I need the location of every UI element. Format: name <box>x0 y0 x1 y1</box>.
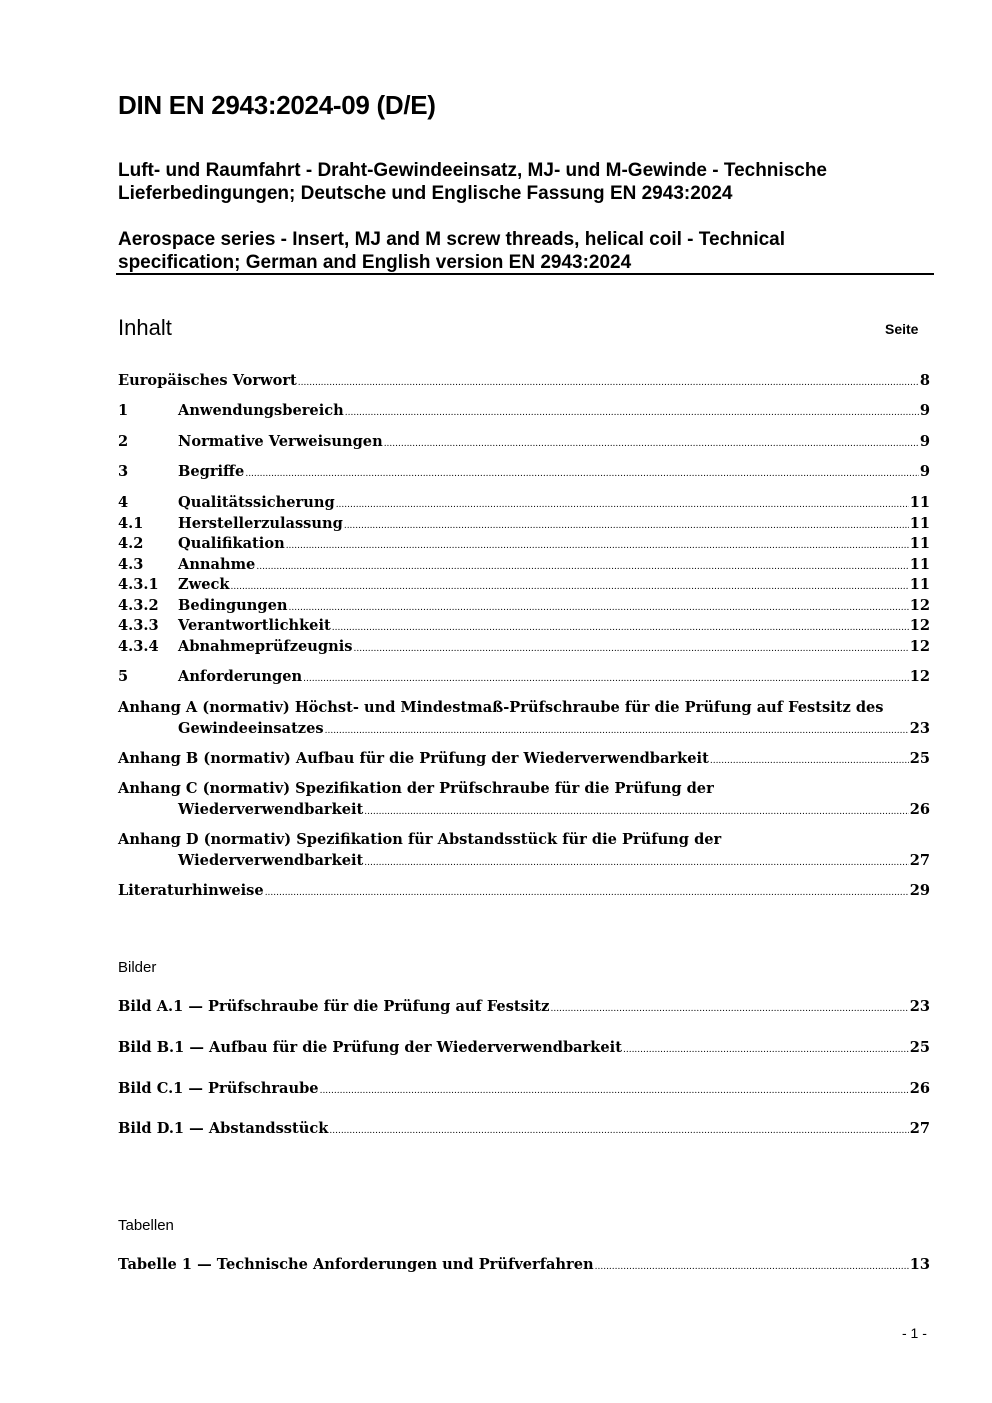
title-english: Aerospace series - Insert, MJ and M screw threads, helical coil - Technical specification; German and English version EN 2943:2024 <box>118 229 786 273</box>
toc-entry-page: 12 <box>909 637 930 655</box>
table-entry-label: Tabelle 1 — Technische Anforderungen und Prüfverfahren <box>118 1256 594 1273</box>
toc-entry-label: Annahme <box>178 555 256 573</box>
toc-annex-b[interactable] <box>118 749 930 770</box>
toc-entry-page: 29 <box>909 882 930 899</box>
figure-entry-label: Bild A.1 — Prüfschraube für die Prüfung auf Festsitz <box>118 998 550 1015</box>
figure-entry-label: Bild C.1 — Prüfschraube <box>118 1080 319 1097</box>
page-column-label: Seite <box>885 321 919 337</box>
toc-entry[interactable] <box>118 667 930 688</box>
annex-title-continued: Wiederverwendbarkeit <box>178 800 364 818</box>
toc-entry[interactable] <box>118 616 930 637</box>
toc-entry-label: Qualitätssicherung <box>178 494 335 511</box>
toc-entry-page: 11 <box>909 494 930 511</box>
annex-title: Anhang C (normativ) Spezifikation der Prüfschraube für die Prüfung der <box>118 780 714 797</box>
toc-entry-page: 11 <box>909 535 930 552</box>
tables-heading: Tabellen <box>118 1217 174 1234</box>
toc-entry-page: 25 <box>909 750 930 767</box>
toc-entry-number: 2 <box>118 433 129 450</box>
toc-entry[interactable] <box>118 432 930 453</box>
figure-entry[interactable] <box>118 1038 930 1059</box>
toc-entry-page: 27 <box>909 851 930 869</box>
toc-entry-number: 4.3.2 <box>118 596 159 614</box>
toc-literature[interactable] <box>118 881 930 902</box>
toc-entry-page: 23 <box>909 719 930 737</box>
toc-entry[interactable] <box>118 637 930 658</box>
toc-entry-label: Anwendungsbereich <box>178 402 344 419</box>
toc-entry-number: 1 <box>118 402 129 419</box>
toc-entry-label: Literaturhinweise <box>118 882 264 899</box>
toc-entry-page: 12 <box>909 617 930 634</box>
toc-entry-number: 4 <box>118 494 129 511</box>
page-number: - 1 - <box>902 1325 927 1341</box>
toc-entry-number: 3 <box>118 463 129 480</box>
toc-entry-page: 11 <box>909 576 930 593</box>
toc-entry-page: 9 <box>919 433 930 450</box>
toc-entry-page: 11 <box>909 555 930 573</box>
toc-entry[interactable] <box>118 514 930 535</box>
toc-entry-label: Abnahmeprüfzeugnis <box>178 637 353 655</box>
toc-entry-label: Europäisches Vorwort <box>118 372 297 389</box>
toc-entry-number: 4.3 <box>118 555 144 573</box>
document-id: DIN EN 2943:2024-09 (D/E) <box>118 90 436 120</box>
toc-entry-label: Qualifikation <box>178 535 285 552</box>
toc-entry-label: Herstellerzulassung <box>178 514 343 532</box>
toc-group-section-4 <box>118 493 930 657</box>
figure-entry-page: 23 <box>909 998 930 1015</box>
annex-title: Anhang A (normativ) Höchst- und Mindestmaß-Prüfschraube für die Prüfung auf Festsitz des <box>118 699 884 716</box>
title-divider <box>116 273 934 275</box>
figure-entry-page: 25 <box>909 1039 930 1056</box>
table-entry[interactable] <box>118 1255 930 1276</box>
toc-entry-page: 26 <box>909 800 930 818</box>
toc-entry[interactable] <box>118 555 930 576</box>
toc-entry-number: 4.1 <box>118 514 144 532</box>
toc-entry[interactable] <box>118 493 930 514</box>
toc-entry-label: Zweck <box>178 576 230 593</box>
figure-entry-page: 26 <box>909 1080 930 1097</box>
toc-entry-number: 4.3.1 <box>118 576 159 593</box>
title-german: Luft- und Raumfahrt - Draht-Gewindeeinsatz, MJ- und M-Gewinde - Technische Lieferbedingungen; Deutsche und Englische Fassung EN 2943:2024 <box>118 160 828 204</box>
toc-entry-page: 12 <box>909 668 930 685</box>
toc-entry-page: 9 <box>919 463 930 480</box>
toc-entry-page: 12 <box>909 596 930 614</box>
toc-entry-number: 4.2 <box>118 535 144 552</box>
toc-entry-label: Bedingungen <box>178 596 288 614</box>
toc-entry-label: Normative Verweisungen <box>178 433 383 450</box>
figure-entry[interactable] <box>118 997 930 1018</box>
figure-entry[interactable] <box>118 1079 930 1100</box>
toc-entry[interactable] <box>118 596 930 617</box>
figure-entry-label: Bild B.1 — Aufbau für die Prüfung der Wiederverwendbarkeit <box>118 1039 622 1056</box>
toc-entry[interactable] <box>118 401 930 422</box>
figures-heading: Bilder <box>118 959 157 976</box>
toc-entry-number: 4.3.3 <box>118 617 159 634</box>
toc-annex-a[interactable] <box>118 698 930 739</box>
toc-entry-page: 8 <box>919 372 930 389</box>
toc-entry-number: 4.3.4 <box>118 637 159 655</box>
toc-entry-label: Verantwortlichkeit <box>178 617 331 634</box>
toc-entry[interactable] <box>118 371 930 392</box>
toc-entry-number: 5 <box>118 668 129 685</box>
toc-entry-label: Begriffe <box>178 463 245 480</box>
toc-heading: Inhalt <box>118 315 172 340</box>
toc-entry[interactable] <box>118 534 930 555</box>
figure-entry[interactable] <box>118 1119 930 1140</box>
annex-title-continued: Gewindeeinsatzes <box>178 719 324 737</box>
toc-entry-page: 9 <box>919 402 930 419</box>
toc-annex-c[interactable] <box>118 779 930 820</box>
toc-entry-page: 11 <box>909 514 930 532</box>
annex-title: Anhang B (normativ) Aufbau für die Prüfung der Wiederverwendbarkeit <box>118 750 709 767</box>
figure-entry-label: Bild D.1 — Abstandsstück <box>118 1120 329 1137</box>
figure-entry-page: 27 <box>909 1120 930 1137</box>
table-entry-page: 13 <box>909 1256 930 1273</box>
toc-annex-d[interactable] <box>118 830 930 871</box>
toc-entry-label: Anforderungen <box>178 668 303 685</box>
toc-entry[interactable] <box>118 462 930 483</box>
toc-entry[interactable] <box>118 575 930 596</box>
annex-title: Anhang D (normativ) Spezifikation für Abstandsstück für die Prüfung der <box>118 831 722 848</box>
annex-title-continued: Wiederverwendbarkeit <box>178 851 364 869</box>
